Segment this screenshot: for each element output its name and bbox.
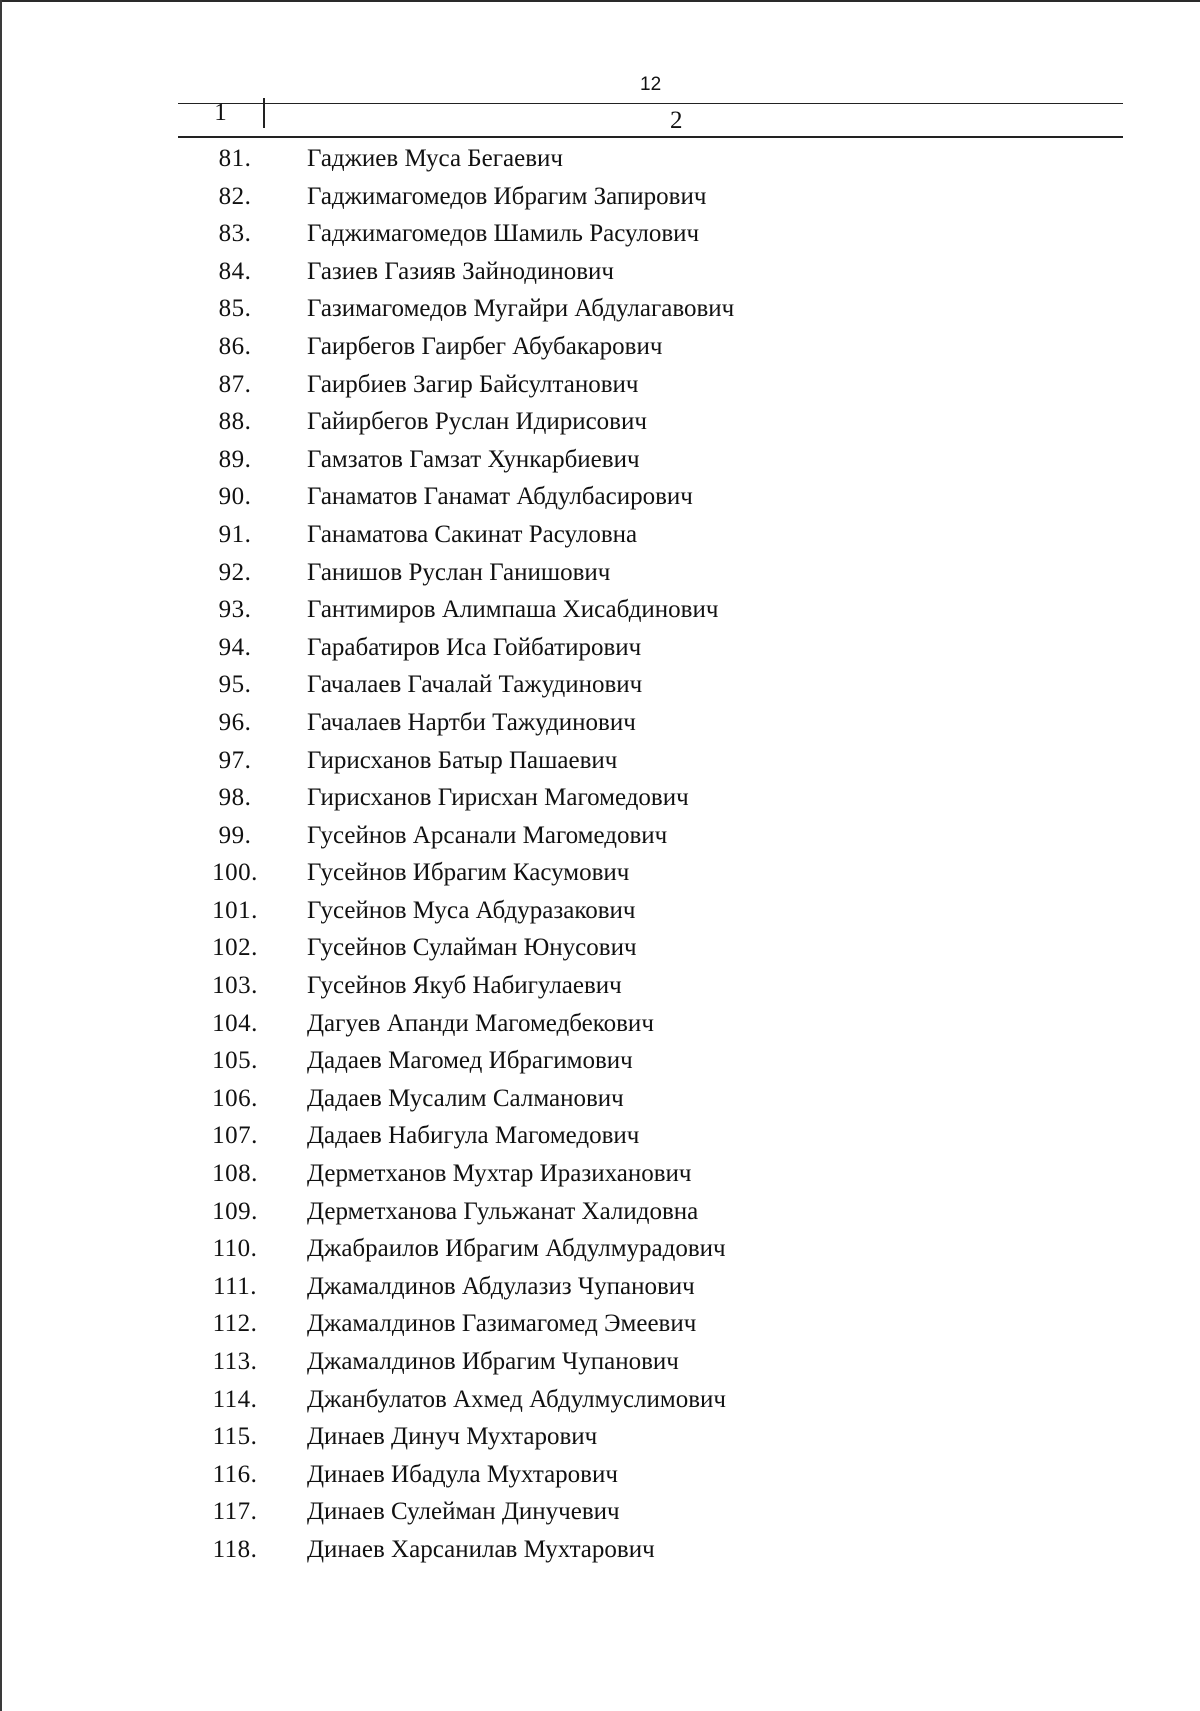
row-number: 83. [218,220,252,248]
row-number: 113. [212,1348,258,1375]
list-item [0,215,1200,253]
person-name: Джамалдинов Абдулазиз Чупанович [307,1272,695,1300]
row-number: 104. [212,1009,258,1037]
row-number: 107. [212,1122,258,1150]
list-item [0,1042,1200,1080]
person-name: Гусейнов Арсанали Магомедович [307,821,668,849]
row-number: 88. [218,408,252,436]
list-item [0,1268,1200,1306]
scan-edge-top [0,0,1200,2]
row-number: 82. [218,182,252,210]
list-item [0,704,1200,742]
list-item [0,1117,1200,1155]
list-item [0,817,1200,855]
person-name: Гачалаев Нартби Тажудинович [307,708,636,736]
person-name: Динаев Сулейман Динучевич [307,1498,620,1526]
list-item [0,854,1200,892]
table-header-column-divider [263,98,265,128]
list-item [0,666,1200,704]
person-name: Гаирбегов Гаирбег Абубакарович [307,332,663,360]
person-name: Гаджимагомедов Ибрагим Запирович [307,182,707,210]
list-item [0,742,1200,780]
list-item [0,967,1200,1005]
row-number: 115. [212,1423,258,1451]
table-header-bottom-rule [178,136,1123,138]
person-name: Динаев Ибадула Мухтарович [307,1460,618,1488]
row-number: 95. [218,671,252,699]
person-name: Гарабатиров Иса Гойбатирович [307,633,642,661]
list-item [0,1080,1200,1118]
list-item [0,1456,1200,1494]
list-item [0,1230,1200,1268]
list-item [0,591,1200,629]
row-number: 97. [218,746,252,774]
person-name: Гусейнов Сулайман Юнусович [307,934,637,962]
row-number: 87. [218,370,252,398]
row-number: 90. [218,483,252,511]
list-item [0,1005,1200,1043]
person-name: Ганаматов Ганамат Абдулбасирович [307,483,693,511]
list-item [0,478,1200,516]
person-name: Гирисханов Гирисхан Магомедович [307,784,689,812]
person-name: Газиев Газияв Зайнодинович [307,257,614,285]
person-name: Гантимиров Алимпаша Хисабдинович [307,596,719,624]
list-item [0,1531,1200,1569]
person-name: Джабраилов Ибрагим Абдулмурадович [307,1235,726,1263]
row-number: 94. [218,633,252,661]
table-header-top-rule [178,103,1123,104]
row-number: 99. [218,821,252,849]
person-name: Ганаматова Сакинат Расуловна [307,520,638,548]
list-item [0,441,1200,479]
person-name: Гаджимагомедов Шамиль Расулович [307,220,700,248]
person-name: Дадаев Магомед Ибрагимович [307,1047,633,1075]
list-item [0,1418,1200,1456]
person-name: Гусейнов Ибрагим Касумович [307,859,630,887]
list-item [0,253,1200,291]
person-name: Джамалдинов Газимагомед Эмеевич [307,1310,697,1338]
person-name: Гусейнов Якуб Набигулаевич [307,972,622,1000]
person-name: Дадаев Набигула Магомедович [307,1122,640,1150]
person-name: Дадаев Мусалим Салманович [307,1084,624,1112]
list-item [0,929,1200,967]
person-name: Динаев Динуч Мухтарович [307,1423,598,1451]
list-item [0,1381,1200,1419]
list-item [0,290,1200,328]
list-item [0,892,1200,930]
row-number: 89. [218,445,252,473]
row-number: 96. [218,708,252,736]
person-name: Джамалдинов Ибрагим Чупанович [307,1348,679,1375]
row-number: 112. [212,1310,258,1338]
list-item [0,140,1200,178]
table-header-col1: 1 [214,99,227,126]
person-name: Газимагомедов Мугайри Абдулагавович [307,295,735,323]
row-number: 106. [212,1084,258,1112]
row-number: 109. [212,1197,258,1225]
table-header-col2: 2 [670,107,683,134]
row-number: 101. [212,896,258,924]
row-number: 111. [213,1272,257,1300]
list-item [0,1305,1200,1343]
row-number: 116. [212,1460,258,1488]
person-name: Гачалаев Гачалай Тажудинович [307,671,643,699]
row-number: 85. [218,295,252,323]
list-item [0,328,1200,366]
list-item [0,554,1200,592]
list-item [0,516,1200,554]
person-name: Гайирбегов Руслан Идирисович [307,408,647,436]
person-name: Гусейнов Муса Абдуразакович [307,896,636,924]
row-number: 103. [212,972,258,1000]
list-item [0,1343,1200,1381]
page-number: 12 [640,74,662,95]
person-name: Динаев Харсанилав Мухтарович [307,1535,655,1563]
list-item [0,366,1200,404]
row-number: 86. [218,332,252,360]
list-item [0,779,1200,817]
row-number: 114. [212,1385,258,1413]
row-number: 110. [212,1235,258,1263]
row-number: 105. [212,1047,258,1075]
person-name: Джанбулатов Ахмед Абдулмуслимович [307,1385,726,1413]
row-number: 98. [218,784,252,812]
row-number: 84. [218,257,252,285]
row-number: 93. [218,596,252,624]
row-number: 102. [212,934,258,962]
person-name: Гаджиев Муса Бегаевич [307,145,563,172]
row-number: 117. [212,1498,258,1526]
person-name: Дагуев Апанди Магомедбекович [307,1009,654,1037]
row-number: 92. [218,558,252,586]
row-number: 118. [212,1535,258,1563]
list-item [0,178,1200,216]
list-item [0,1493,1200,1531]
person-name: Дерметханов Мухтар Иразиханович [307,1160,692,1188]
list-item [0,1155,1200,1193]
name-list [0,140,1200,1569]
person-name: Гамзатов Гамзат Хункарбиевич [307,445,640,473]
list-item [0,1193,1200,1231]
row-number: 91. [218,520,252,548]
list-item [0,403,1200,441]
person-name: Гаирбиев Загир Байсултанович [307,370,639,398]
row-number: 81. [218,145,252,172]
person-name: Гирисханов Батыр Пашаевич [307,746,618,774]
row-number: 108. [212,1160,258,1188]
person-name: Ганишов Руслан Ганишович [307,558,611,586]
row-number: 100. [212,859,258,887]
person-name: Дерметханова Гульжанат Халидовна [307,1197,699,1225]
list-item [0,629,1200,667]
